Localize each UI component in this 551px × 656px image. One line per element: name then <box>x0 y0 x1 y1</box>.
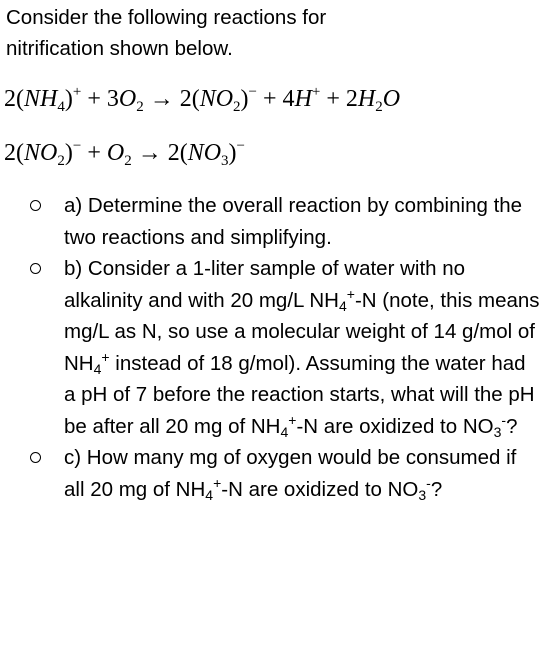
eq2-minus-charge-2: − <box>236 138 246 154</box>
eq1-h: H <box>294 86 312 112</box>
eq1-coef: 2( <box>4 86 24 112</box>
question-c <box>0 442 551 505</box>
question-c-sup-2: - <box>426 474 431 491</box>
eq2-plus: + <box>81 140 107 166</box>
bullet-circle-icon <box>30 452 41 463</box>
equation-2 <box>4 138 549 168</box>
question-b-sup-1: + <box>346 285 355 302</box>
eq2-coef: 2( <box>4 140 24 166</box>
eq1-plus-charge: + <box>72 84 82 100</box>
eq1-minus-charge: − <box>248 84 258 100</box>
eq1-no: NO <box>199 86 234 112</box>
equation-1 <box>4 84 549 114</box>
question-c-sup-1: + <box>213 474 222 491</box>
question-list <box>0 190 551 505</box>
question-b <box>0 253 551 442</box>
eq2-o-sub2: 2 <box>124 153 132 169</box>
eq1-arrow: → 2( <box>143 86 200 112</box>
eq2-arrow: → 2( <box>131 140 188 166</box>
question-b-text-5: ? <box>506 414 518 438</box>
eq1-h2-sub: 2 <box>375 99 383 115</box>
intro-text <box>6 2 546 64</box>
eq2-sub2: 2 <box>57 153 65 169</box>
question-c-sub-2: 3 <box>418 486 427 503</box>
eq2-paren: ) <box>64 140 73 166</box>
question-b-sup-2: + <box>101 348 110 365</box>
eq2-no3: NO <box>187 140 222 166</box>
question-b-sub-1: 4 <box>338 297 347 314</box>
question-c-sub-1: 4 <box>205 486 214 503</box>
eq2-no: NO <box>24 140 58 166</box>
eq1-h-charge: + <box>311 84 321 100</box>
eq1-plus-3: + 3 <box>81 86 119 112</box>
question-b-sub-3: 4 <box>280 423 289 440</box>
eq1-no-sub2: 2 <box>233 99 241 115</box>
bullet-circle-icon <box>30 200 41 211</box>
intro-line-1: Consider the following reactions for <box>6 6 327 29</box>
question-b-text-1: b) Consider a 1-liter sample of water with no alkalinity and with 20 mg/L NH <box>64 257 466 312</box>
eq1-paren: ) <box>64 86 73 112</box>
question-b-sup-4: - <box>501 411 507 428</box>
question-a-text: a) Determine the overall reaction by combining the two reactions and simplifying. <box>64 194 523 249</box>
question-b-text-4: -N are oxidized to NO <box>296 414 494 438</box>
eq1-paren2: ) <box>240 86 249 112</box>
bullet-circle-icon <box>30 263 41 274</box>
question-b-sub-2: 4 <box>93 360 102 377</box>
eq1-plus-2: + 2 <box>320 86 358 112</box>
eq2-paren2: ) <box>228 140 237 166</box>
question-b-text-2: -N (note, this means mg/L as N, so use a molecular weight of 14 g/mol of NH <box>64 288 540 375</box>
question-b-text-3: instead of 18 g/mol). Assuming the water had a pH of 7 before the reaction starts, what will the pH be after all 20 mg of NH <box>64 351 535 438</box>
eq1-sub2: 2 <box>136 99 144 115</box>
eq1-sub4: 4 <box>57 99 65 115</box>
eq2-o: O <box>106 140 125 166</box>
eq2-minus-charge: − <box>72 138 82 154</box>
question-c-text-1: c) How many mg of oxygen would be consumed if all 20 mg of NH <box>64 446 517 501</box>
eq1-h2: H <box>357 86 376 112</box>
question-c-text-2: -N are oxidized to NO <box>221 477 419 501</box>
question-b-sup-3: + <box>288 411 297 428</box>
question-b-sub-4: 3 <box>493 423 502 440</box>
question-c-text-3: ? <box>430 477 443 501</box>
intro-line-2: nitrification shown below. <box>6 37 233 60</box>
eq1-plus-4: + 4 <box>257 86 295 112</box>
question-a <box>0 190 551 253</box>
eq1-water-o: O <box>382 86 401 112</box>
eq1-nh: NH <box>24 86 58 112</box>
eq1-o: O <box>118 86 137 112</box>
eq2-sub3: 3 <box>221 153 229 169</box>
